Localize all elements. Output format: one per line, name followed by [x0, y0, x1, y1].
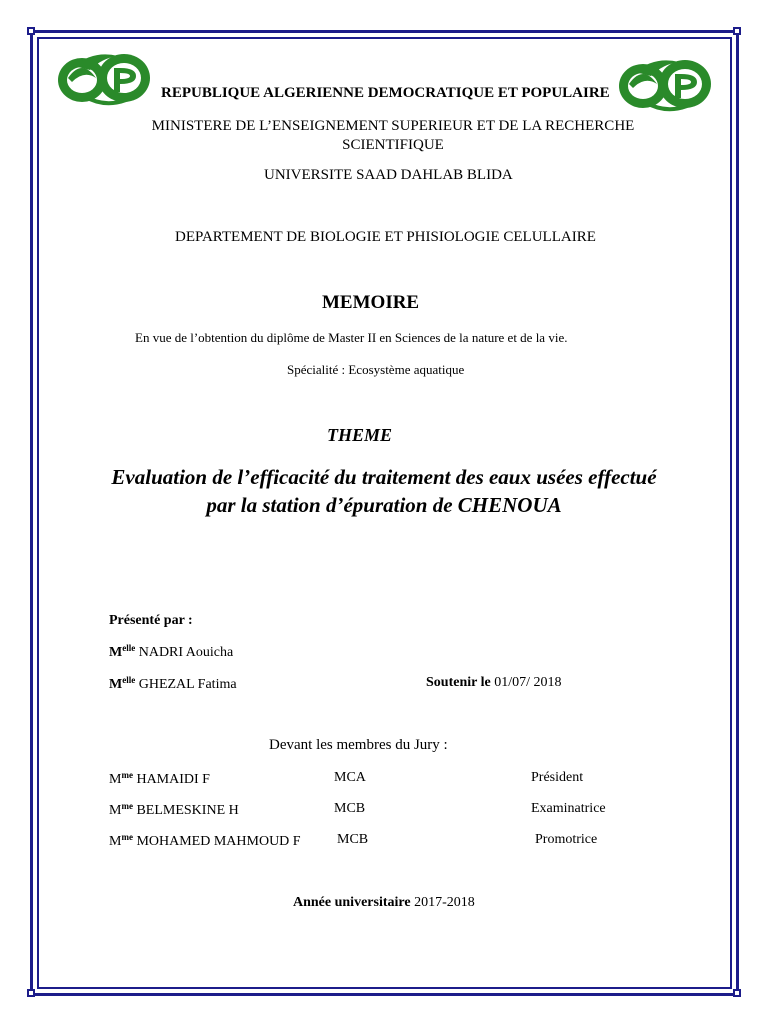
academic-year-value: 2017-2018	[414, 895, 475, 910]
jury-title: M	[109, 803, 122, 818]
jury-title-sup: me	[121, 832, 133, 842]
jury-title: M	[109, 772, 122, 787]
jury-member-role: Examinatrice	[531, 801, 606, 816]
ministry-heading: MINISTERE DE L’ENSEIGNEMENT SUPERIEUR ET DE LA RECHERCHE SCIENTIFIQUE	[151, 118, 635, 153]
presenter-name: NADRI Aouicha	[138, 645, 234, 660]
jury-member-role: Promotrice	[535, 832, 598, 847]
university-name: UNIVERSITE SAAD DAHLAB BLIDA	[264, 167, 513, 183]
republic-heading: REPUBLIQUE ALGERIENNE DEMOCRATIQUE ET POPULAIRE	[161, 85, 610, 101]
border-corner	[27, 27, 35, 35]
presenter-title: M	[109, 645, 123, 660]
jury-member-grade: MCA	[334, 770, 366, 785]
academic-year	[293, 895, 475, 911]
presenter-2	[109, 675, 237, 693]
jury-member-name	[109, 832, 301, 850]
department-name: DEPARTEMENT DE BIOLOGIE ET PHISIOLOGIE CELULLAIRE	[175, 229, 596, 245]
thesis-title: Evaluation de l’efficacité du traitement des eaux usées effectué par la station d’épuration de CHENOUA	[111, 465, 657, 517]
defense-date: 01/07/ 2018	[494, 675, 562, 690]
jury-name: BELMESKINE H	[136, 803, 239, 818]
academic-year-label: Année universitaire	[293, 895, 411, 910]
jury-member-grade: MCB	[334, 801, 366, 816]
jury-title: M	[109, 834, 122, 849]
presenter-name: GHEZAL Fatima	[138, 677, 237, 692]
university-logo-right	[614, 54, 716, 114]
presented-by-label: Présenté par :	[109, 613, 193, 628]
university-logo-left	[54, 48, 154, 108]
border-corner	[27, 989, 35, 997]
jury-member-grade: MCB	[337, 832, 369, 847]
degree-purpose: En vue de l’obtention du diplôme de Master II en Sciences de la nature et de la vie.	[135, 330, 568, 345]
memoire-title: MEMOIRE	[322, 292, 420, 313]
jury-member-name	[109, 770, 210, 788]
border-corner	[733, 989, 741, 997]
defense-label: Soutenir le	[426, 675, 491, 690]
jury-title-sup: me	[121, 770, 133, 780]
presenter-1	[109, 643, 233, 661]
jury-name: MOHAMED MAHMOUD F	[136, 834, 301, 849]
presenter-title: M	[109, 677, 123, 692]
presenter-title-sup: elle	[122, 675, 136, 685]
jury-title-sup: me	[121, 801, 133, 811]
border-corner	[733, 27, 741, 35]
speciality: Spécialité : Ecosystème aquatique	[287, 362, 465, 377]
jury-member-role: Président	[531, 770, 584, 785]
presenter-title-sup: elle	[122, 643, 136, 653]
jury-name: HAMAIDI F	[136, 772, 210, 787]
defense-date-line	[426, 675, 561, 691]
jury-label: Devant les membres du Jury :	[269, 737, 448, 753]
theme-label: THEME	[327, 425, 393, 445]
jury-member-name	[109, 801, 239, 819]
